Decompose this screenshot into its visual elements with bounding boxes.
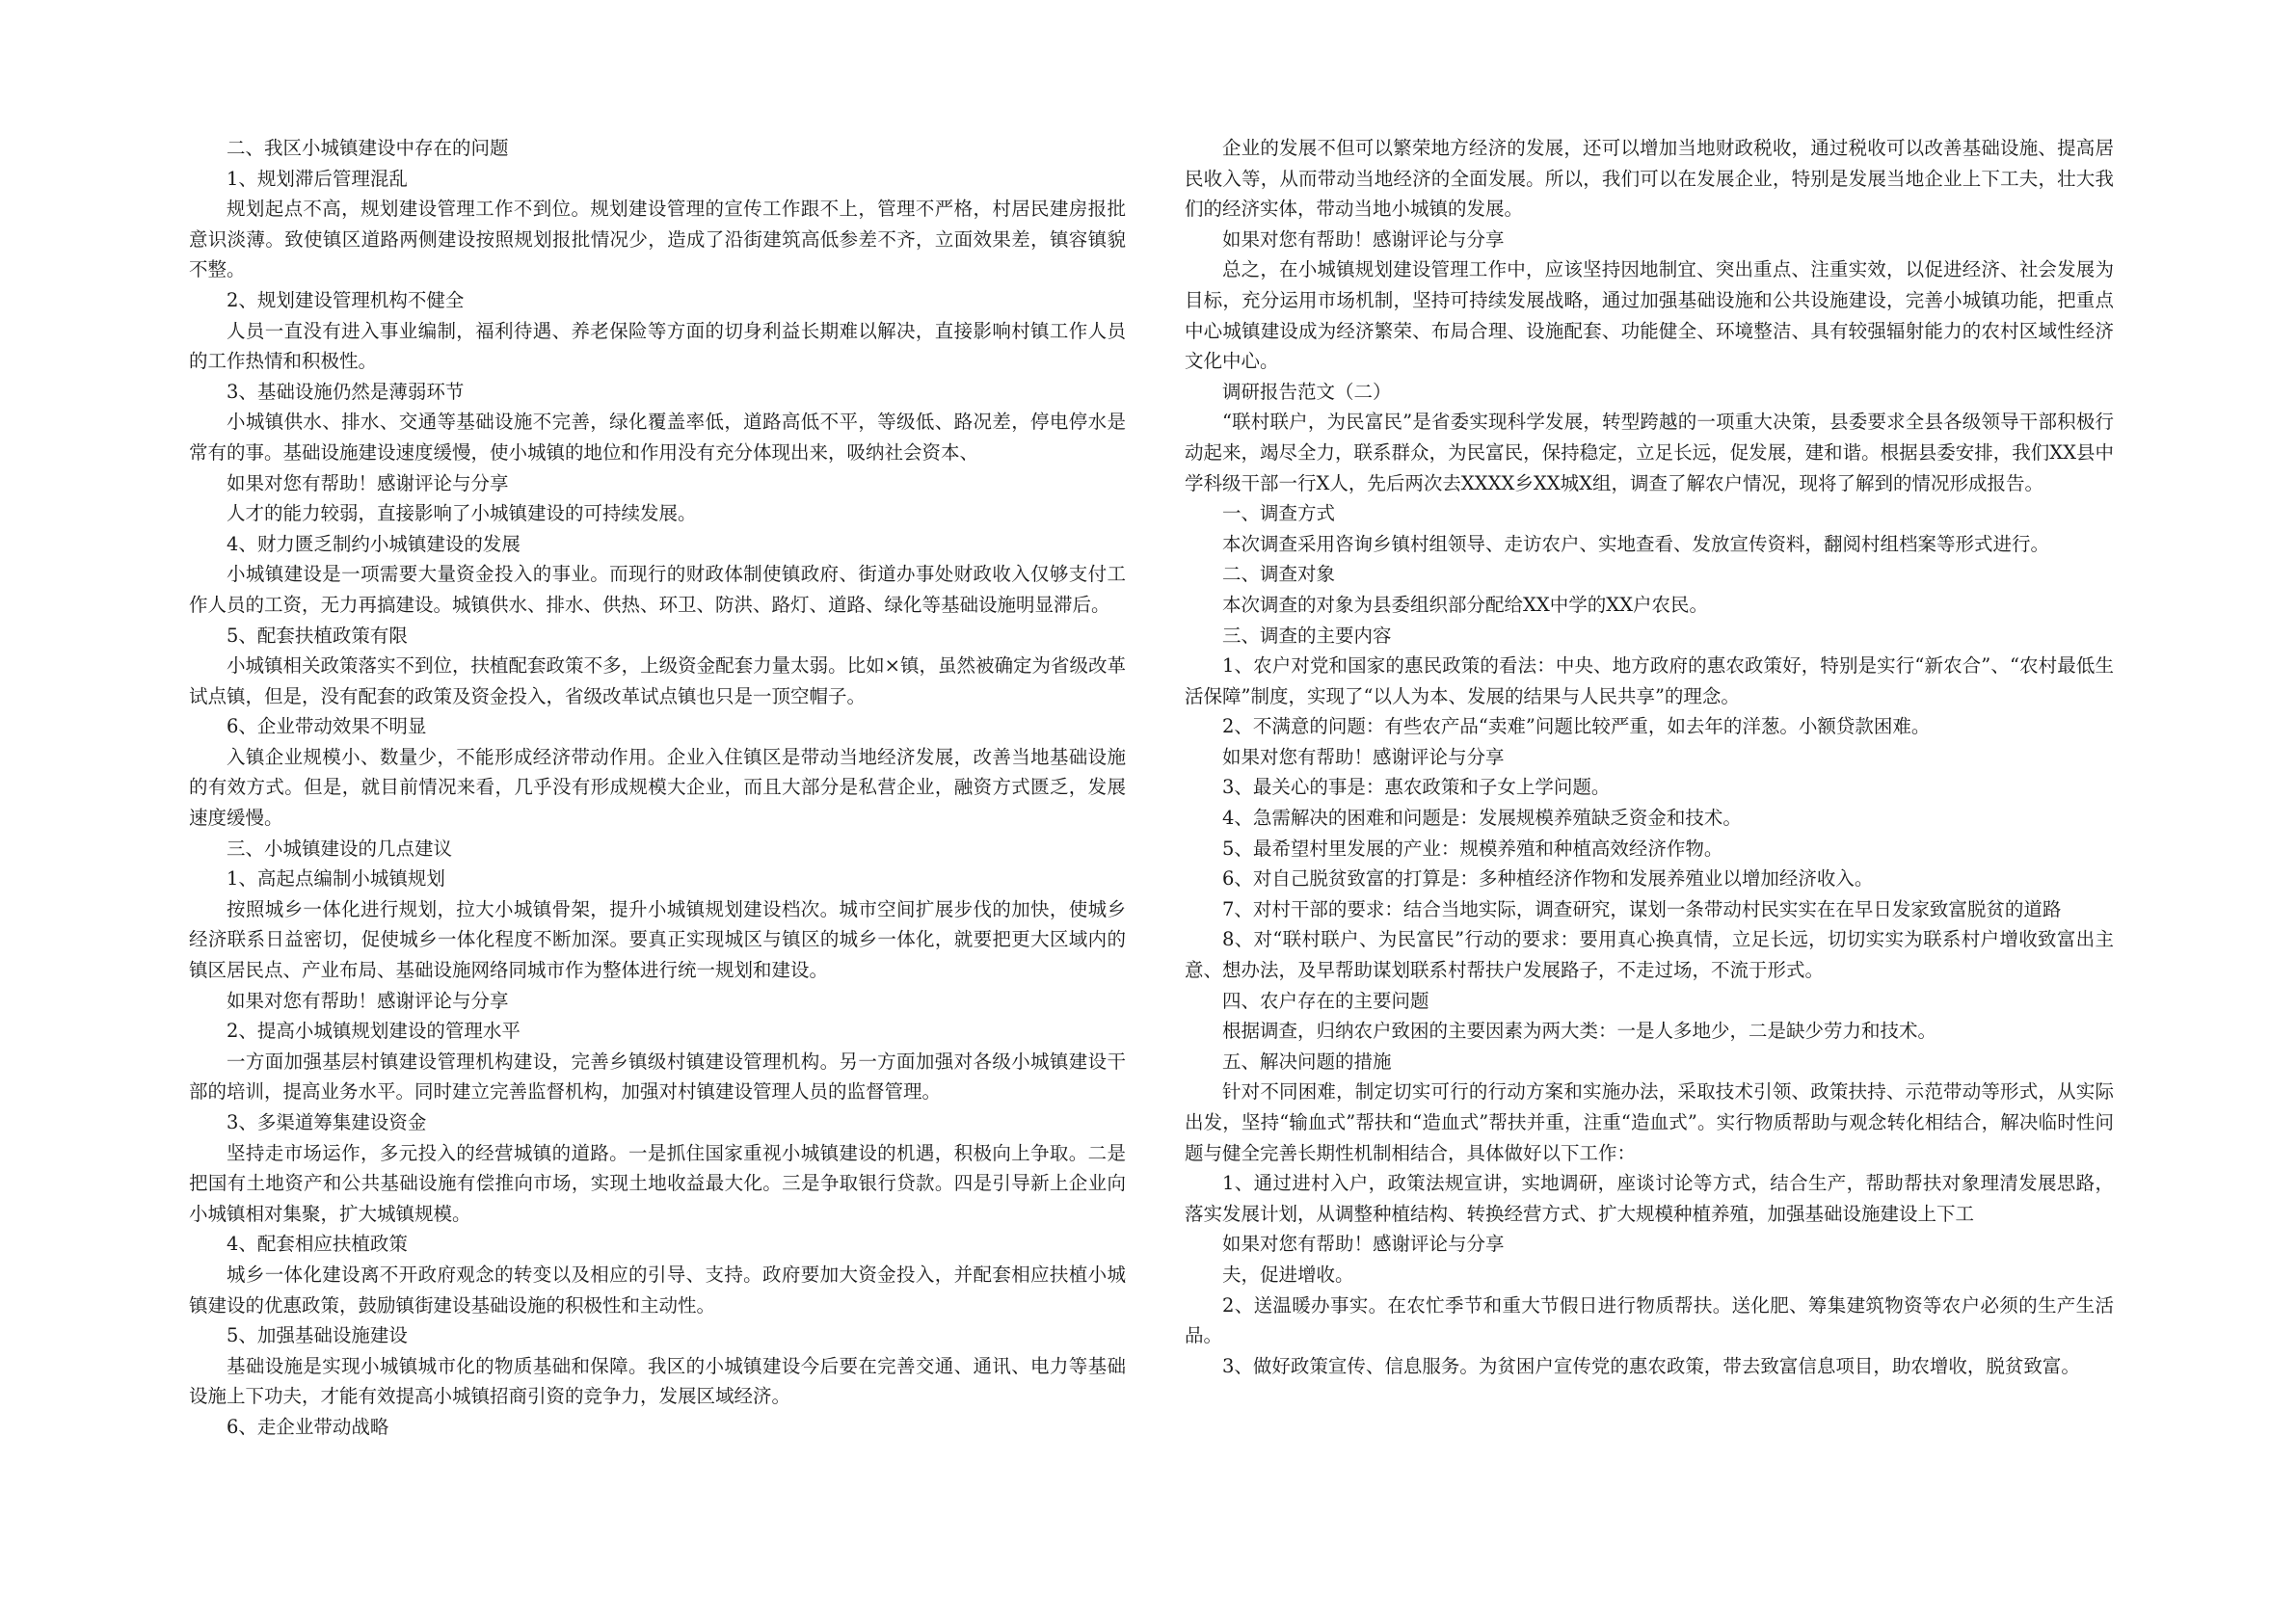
paragraph: 2、送温暖办事实。在农忙季节和重大节假日进行物质帮扶。送化肥、筹集建筑物资等农户必须的生产生活品。 <box>1185 1293 2114 1347</box>
paragraph: 如果对您有帮助！感谢评论与分享 <box>1222 227 1505 251</box>
paragraph: 6、对自己脱贫致富的打算是：多种植经济作物和发展养殖业以增加经济收入。 <box>1222 867 1874 891</box>
paragraph: 4、配套相应扶植政策 <box>227 1233 408 1256</box>
paragraph: 小城镇相关政策落实不到位，扶植配套政策不多，上级资金配套力量太弱。比如×镇，虽然被确定为省级改革试点镇，但是，没有配套的政策及资金投入，省级改革试点镇也只是一顶空帽子。 <box>189 654 1126 707</box>
paragraph: 一、调查方式 <box>1222 502 1336 525</box>
paragraph: 3、做好政策宣传、信息服务。为贫困户宣传党的惠农政策，带去致富信息项目，助农增收，脱贫致富。 <box>1222 1354 2080 1377</box>
paragraph: 本次调查的对象为县委组织部分配给XX中学的XX户农民。 <box>1222 593 1709 616</box>
paragraph: 二、调查对象 <box>1222 563 1336 586</box>
paragraph: 企业的发展不但可以繁荣地方经济的发展，还可以增加当地财政税收，通过税收可以改善基础设施、提高居民收入等，从而带动当地经济的全面发展。所以，我们可以在发展企业，特别是发展当地企业上下工夫，壮大我们的经济实体，带动当地小城镇的发展。 <box>1185 137 2114 221</box>
paragraph: 2、不满意的问题：有些农产品“卖难”问题比较严重，如去年的洋葱。小额贷款困难。 <box>1222 715 1931 738</box>
paragraph: 根据调查，归纳农户致困的主要因素为两大类：一是人多地少，二是缺少劳力和技术。 <box>1222 1020 1937 1043</box>
paragraph: 小城镇建设是一项需要大量资金投入的事业。而现行的财政体制使镇政府、街道办事处财政收入仅够支付工作人员的工资，无力再搞建设。城镇供水、排水、供热、环卫、防洪、路灯、道路、绿化等基础设施明显滞后。 <box>189 563 1126 616</box>
left-text-column <box>189 133 1126 1443</box>
paragraph: 1、规划滞后管理混乱 <box>227 167 408 190</box>
paragraph: 五、解决问题的措施 <box>1222 1050 1392 1073</box>
paragraph: 人才的能力较弱，直接影响了小城镇建设的可持续发展。 <box>227 502 697 525</box>
paragraph: 1、通过进村入户，政策法规宣讲，实地调研，座谈讨论等方式，结合生产，帮助帮扶对象理清发展思路，落实发展计划，从调整种植结构、转换经营方式、扩大规模种植养殖，加强基础设施建设上下工 <box>1185 1172 2114 1225</box>
paragraph: 三、调查的主要内容 <box>1222 624 1392 647</box>
paragraph: 针对不同困难，制定切实可行的行动方案和实施办法，采取技术引领、政策扶持、示范带动等形式，从实际出发，坚持“输血式”帮扶和“造血式”帮扶并重，注重“造血式”。实行物质帮助与观念转化相结合，解决临时性问题与健全完善长期性机制相结合，具体做好以下工作： <box>1185 1080 2114 1164</box>
paragraph: 3、基础设施仍然是薄弱环节 <box>227 380 465 403</box>
paragraph: 二、我区小城镇建设中存在的问题 <box>227 137 509 159</box>
paragraph: 5、加强基础设施建设 <box>227 1324 408 1347</box>
paragraph: 三、小城镇建设的几点建议 <box>227 837 453 860</box>
paragraph: 1、农户对党和国家的惠民政策的看法：中央、地方政府的惠农政策好，特别是实行“新农合”、“农村最低生活保障”制度，实现了“以人为本、发展的结果与人民共享”的理念。 <box>1185 654 2114 707</box>
paragraph: 夫，促进增收。 <box>1222 1263 1354 1286</box>
paragraph: 总之，在小城镇规划建设管理工作中，应该坚持因地制宜、突出重点、注重实效，以促进经济、社会发展为目标，充分运用市场机制，坚持可持续发展战略，通过加强基础设施和公共设施建设，完善小城镇功能，把重点中心城镇建设成为经济繁荣、布局合理、设施配套、功能健全、环境整洁、具有较强辐射能力的农村区域性经济文化中心。 <box>1185 258 2114 373</box>
paragraph: 小城镇供水、排水、交通等基础设施不完善，绿化覆盖率低，道路高低不平，等级低、路况差，停电停水是常有的事。基础设施建设速度缓慢，使小城镇的地位和作用没有充分体现出来，吸纳社会资本、 <box>189 411 1126 464</box>
paragraph: 7、对村干部的要求：结合当地实际，调查研究，谋划一条带动村民实实在在早日发家致富脱贫的道路 <box>1222 897 2062 920</box>
paragraph: 如果对您有帮助！感谢评论与分享 <box>1222 1233 1505 1256</box>
paragraph: 城乡一体化建设离不开政府观念的转变以及相应的引导、支持。政府要加大资金投入，并配套相应扶植小城镇建设的优惠政策，鼓励镇街建设基础设施的积极性和主动性。 <box>189 1263 1126 1317</box>
paragraph: 5、配套扶植政策有限 <box>227 624 408 647</box>
paragraph: 4、急需解决的困难和问题是：发展规模养殖缺乏资金和技术。 <box>1222 807 1742 830</box>
paragraph: 如果对您有帮助！感谢评论与分享 <box>227 989 509 1012</box>
paragraph: 规划起点不高，规划建设管理工作不到位。规划建设管理的宣传工作跟不上，管理不严格，村居民建房报批意识淡薄。致使镇区道路两侧建设按照规划报批情况少，造成了沿街建筑高低参差不齐，立面效果差，镇容镇貌不整。 <box>189 198 1126 281</box>
right-text-column <box>1185 133 2114 1381</box>
paragraph: 四、农户存在的主要问题 <box>1222 989 1429 1012</box>
paragraph: 3、最关心的事是：惠农政策和子女上学问题。 <box>1222 776 1611 799</box>
paragraph: 如果对您有帮助！感谢评论与分享 <box>227 471 509 494</box>
paragraph: 本次调查采用咨询乡镇村组领导、走访农户、实地查看、发放宣传资料，翻阅村组档案等形式进行。 <box>1222 532 2050 555</box>
paragraph: 入镇企业规模小、数量少，不能形成经济带动作用。企业入住镇区是带动当地经济发展，改善当地基础设施的有效方式。但是，就目前情况来看，几乎没有形成规模大企业，而且大部分是私营企业，融资方式匮乏，发展速度缓慢。 <box>189 745 1126 830</box>
paragraph: 6、企业带动效果不明显 <box>227 715 427 738</box>
paragraph: 2、规划建设管理机构不健全 <box>227 288 465 311</box>
paragraph: 调研报告范文（二） <box>1222 380 1392 403</box>
paragraph: “联村联户，为民富民”是省委实现科学发展，转型跨越的一项重大决策，县委要求全县各级领导干部积极行动起来，竭尽全力，联系群众，为民富民，保持稳定，立足长远，促发展，建和谐。根据县委安排，我们XX县中学科级干部一行X人，先后两次去XXXX乡XX城X组，调查了解农户情况，现将了解到的情况形成报告。 <box>1185 411 2114 494</box>
paragraph: 3、多渠道筹集建设资金 <box>227 1111 427 1133</box>
paragraph: 一方面加强基层村镇建设管理机构建设，完善乡镇级村镇建设管理机构。另一方面加强对各级小城镇建设干部的培训，提高业务水平。同时建立完善监督机构，加强对村镇建设管理人员的监督管理。 <box>189 1050 1126 1104</box>
paragraph: 1、高起点编制小城镇规划 <box>227 867 445 891</box>
paragraph: 6、走企业带动战略 <box>227 1415 389 1438</box>
paragraph: 坚持走市场运作，多元投入的经营城镇的道路。一是抓住国家重视小城镇建设的机遇，积极向上争取。二是把国有土地资产和公共基础设施有偿推向市场，实现土地收益最大化。三是争取银行贷款。四是引导新上企业向小城镇相对集聚，扩大城镇规模。 <box>189 1141 1126 1225</box>
paragraph: 如果对您有帮助！感谢评论与分享 <box>1222 745 1505 768</box>
paragraph: 4、财力匮乏制约小城镇建设的发展 <box>227 532 521 555</box>
paragraph: 人员一直没有进入事业编制，福利待遇、养老保险等方面的切身利益长期难以解决，直接影响村镇工作人员的工作热情和积极性。 <box>189 319 1126 373</box>
paragraph: 按照城乡一体化进行规划，拉大小城镇骨架，提升小城镇规划建设档次。城市空间扩展步伐的加快，使城乡经济联系日益密切，促使城乡一体化程度不断加深。要真正实现城区与镇区的城乡一体化，就要把更大区域内的镇区居民点、产业布局、基础设施网络同城市作为整体进行统一规划和建设。 <box>189 897 1126 982</box>
paragraph: 8、对“联村联户、为民富民”行动的要求：要用真心换真情，立足长远，切切实实为联系村户增收致富出主意、想办法，及早帮助谋划联系村帮扶户发展路子，不走过场，不流于形式。 <box>1185 928 2114 982</box>
paragraph: 5、最希望村里发展的产业：规模养殖和种植高效经济作物。 <box>1222 837 1723 860</box>
paragraph: 基础设施是实现小城镇城市化的物质基础和保障。我区的小城镇建设今后要在完善交通、通讯、电力等基础设施上下功夫，才能有效提高小城镇招商引资的竞争力，发展区域经济。 <box>189 1354 1126 1408</box>
paragraph: 2、提高小城镇规划建设的管理水平 <box>227 1020 521 1043</box>
